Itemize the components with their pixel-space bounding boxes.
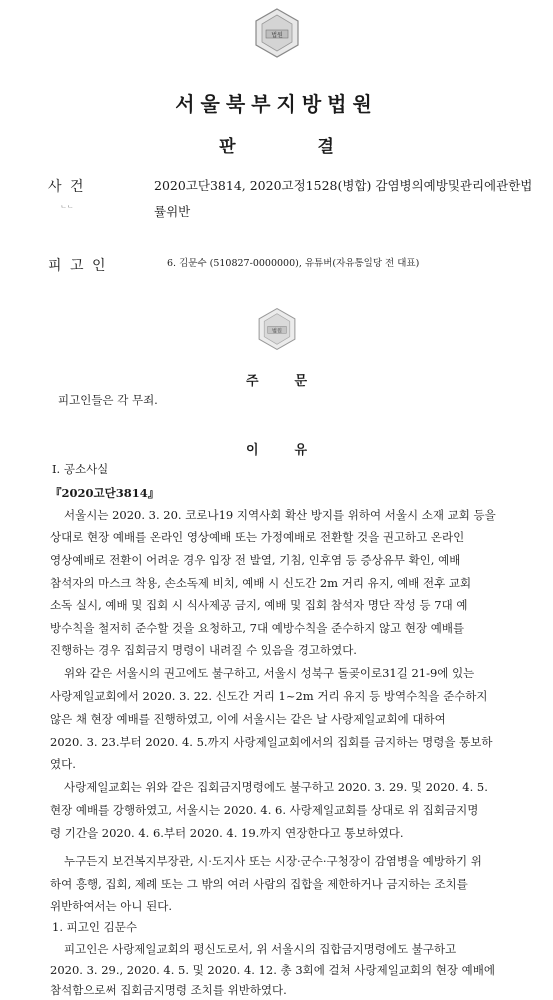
para1-line: 상대로 현장 예배를 온라인 영상예배 또는 가정예배로 전환할 것을 권고하고 온라인 [50,530,465,544]
reason-heading-right: 유 [294,443,308,458]
para1-line: 영상예배로 전환이 어려운 경우 입장 전 발열, 기침, 인후염 등 증상유무 확인, 예배 [50,553,461,567]
para4-line: 위반하여서는 아니 된다. [50,899,173,913]
ruling-heading [0,370,553,389]
case-line-1: 2020고단3814, 2020고정1528(병합) 감염병의예방및관리에관한법 [154,178,533,193]
emblem-text-small: 법원 [271,328,282,335]
emblem-text: 법원 [270,32,283,39]
para4-line: 누구든지 보건복지부장관, 시·도지사 또는 시장·군수·구청장이 감염병을 예방하기 위 [64,854,482,868]
para3-line: 사랑제일교회는 위와 같은 집회금지명령에도 불구하고 2020. 3. 29. 및 2020. 4. 5. [64,780,488,794]
para1-line: 방수칙을 철저히 준수할 것을 요청하고, 7대 예방수칙을 준수하지 않고 현장 예배를 [50,621,465,635]
para2-line: 사랑제일교회에서 2020. 3. 22. 신도간 거리 1~2m 거리 유지 등 방역수칙을 준수하지 [50,689,488,703]
subsection-1-heading: 1. 피고인 김문수 [52,920,137,934]
para2-line: 위와 같은 서울시의 권고에도 불구하고, 서울시 성북구 돌곶이로31길 21-9에 있는 [64,666,475,680]
ruling-text: 피고인들은 각 무죄. [58,393,158,407]
para2-line: 였다. [50,757,76,771]
para1-line: 소독 실시, 예배 및 집회 시 식사제공 금지, 예배 및 집회 참석자 명단 작성 등 7대 예 [50,598,468,612]
margin-mark: ᄂᄂ [60,205,74,213]
ruling-heading-right: 문 [294,374,308,389]
case-line-2: 률위반 [154,204,191,219]
reason-heading-left: 이 [245,443,259,458]
section-1-heading: Ⅰ. 공소사실 [52,462,109,476]
para5-line: 피고인은 사랑제일교회의 평신도로서, 위 서울시의 집합금지명령에도 불구하고 [64,942,457,956]
defendant-value: 6. 김문수 (510827-0000000), 유튜버(자유통일당 전 대표) [167,258,420,269]
case-reference: 『2020고단3814』 [50,486,160,500]
document-title [0,132,553,157]
court-name: 서울북부지방법원 [175,92,378,116]
reason-heading [0,439,553,458]
defendant-label: 피 고 인 [48,258,108,274]
para5-line: 2020. 3. 29., 2020. 4. 5. 및 2020. 4. 12. 총 3회에 걸쳐 사랑제일교회의 현장 예배에 [50,963,495,977]
court-emblem-small [254,306,300,352]
para2-line: 않은 채 현장 예배를 진행하였고, 이에 서울시는 같은 날 사랑제일교회에 대하여 [50,712,446,726]
para1-line: 서울시는 2020. 3. 20. 코로나19 지역사회 확산 방지를 위하여 서울시 소재 교회 등을 [64,508,496,522]
para3-line: 현장 예배를 강행하였고, 서울시는 2020. 4. 6. 사랑제일교회를 상대로 위 집회금지명 [50,803,479,817]
doc-title-right: 결 [317,137,334,157]
para1-line: 참석자의 마스크 착용, 손소독제 비치, 예배 시 신도간 2m 거리 유지, 예배 전후 교회 [50,576,472,590]
case-label: 사 건 [48,179,86,195]
para4-line: 하여 흥행, 집회, 제례 또는 그 밖의 여러 사람의 집합을 제한하거나 금지하는 조치를 [50,877,468,891]
para2-line: 2020. 3. 23.부터 2020. 4. 5.까지 사랑제일교회에서의 집회를 금지하는 명령을 통보하 [50,735,493,749]
para3-line: 령 기간을 2020. 4. 6.부터 2020. 4. 19.까지 연장한다고 통보하였다. [50,826,404,840]
doc-title-left: 판 [219,137,236,157]
para1-line: 진행하는 경우 집회금지 명령이 내려질 수 있음을 경고하였다. [50,643,357,657]
para5-line: 참석함으로써 집회금지명령 조치를 위반하였다. [50,983,287,997]
court-emblem [251,6,303,60]
ruling-heading-left: 주 [245,374,259,389]
